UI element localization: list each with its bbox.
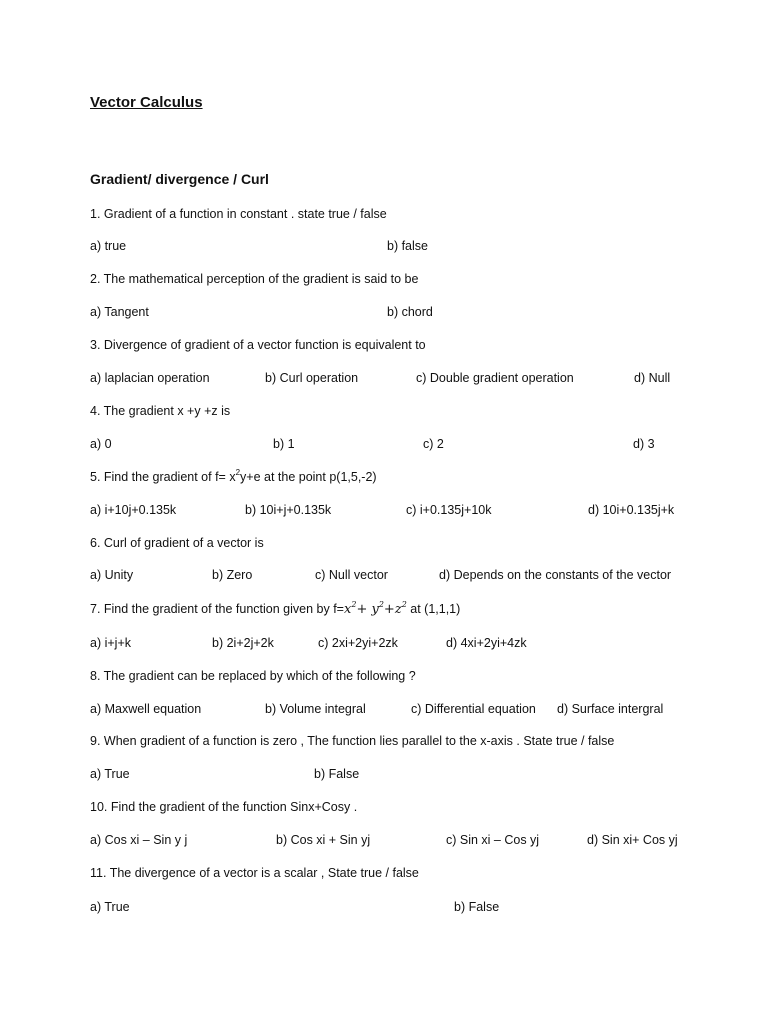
q2-option-a: a) Tangent (90, 305, 149, 319)
q7-option-a: a) i+j+k (90, 636, 131, 650)
q4-option-b: b) 1 (273, 437, 295, 451)
question-11: 11. The divergence of a vector is a scalar , State true / false (90, 866, 419, 880)
question-9: 9. When gradient of a function is zero , The function lies parallel to the x-axis . State true / false (90, 734, 615, 748)
q8-option-a: a) Maxwell equation (90, 702, 202, 716)
q3-option-c: c) Double gradient operation (416, 371, 574, 385)
q10-option-d: d) Sin xi+ Cos yj (587, 833, 678, 847)
q10-option-c: c) Sin xi – Cos yj (446, 833, 540, 847)
question-6: 6. Curl of gradient of a vector is (90, 536, 264, 550)
q3-option-a: a) laplacian operation (90, 371, 210, 385)
question-8: 8. The gradient can be replaced by which of the following ? (90, 669, 416, 683)
q8-option-d: d) Surface intergral (557, 702, 664, 716)
q1-option-b: b) false (387, 239, 428, 253)
q6-option-b: b) Zero (212, 568, 253, 582)
q5-option-b: b) 10i+j+0.135k (245, 503, 332, 517)
q5-option-c: c) i+0.135j+10k (406, 503, 492, 517)
q3-option-d: d) Null (634, 371, 671, 385)
q5-text-before: 5. Find the gradient of f= x (90, 470, 236, 484)
q11-option-b: b) False (454, 900, 500, 914)
q4-option-d: d) 3 (633, 437, 655, 451)
question-7 (90, 601, 460, 618)
question-1: 1. Gradient of a function in constant . state true / false (90, 207, 387, 221)
question-4: 4. The gradient x +y +z is (90, 404, 231, 418)
q7-option-b: b) 2i+2j+2k (212, 636, 274, 650)
q6-option-c: c) Null vector (315, 568, 388, 582)
q8-option-c: c) Differential equation (411, 702, 536, 716)
question-2: 2. The mathematical perception of the gradient is said to be (90, 272, 419, 286)
question-5 (90, 469, 377, 485)
q5-exponent: 2 (235, 468, 241, 477)
q5-option-a: a) i+10j+0.135k (90, 503, 177, 517)
q9-option-a: a) True (90, 767, 130, 781)
document-title: Vector Calculus (90, 94, 203, 111)
q9-option-b: b) False (314, 767, 360, 781)
q6-option-a: a) Unity (90, 568, 134, 582)
q7-option-c: c) 2xi+2yi+2zk (318, 636, 398, 650)
q10-option-a: a) Cos xi – Sin y j (90, 833, 188, 847)
q7-option-d: d) 4xi+2yi+4zk (446, 636, 527, 650)
q6-option-d: d) Depends on the constants of the vector (439, 568, 672, 582)
q11-option-a: a) True (90, 900, 130, 914)
q4-option-a: a) 0 (90, 437, 112, 451)
q8-option-b: b) Volume integral (265, 702, 366, 716)
q7-text-after: at (1,1,1) (406, 602, 461, 616)
q1-option-a: a) true (90, 239, 127, 253)
section-heading: Gradient/ divergence / Curl (90, 171, 269, 187)
q10-option-b: b) Cos xi + Sin yj (276, 833, 371, 847)
q4-option-c: c) 2 (423, 437, 444, 451)
question-3: 3. Divergence of gradient of a vector function is equivalent to (90, 338, 426, 352)
q7-formula: $x^2+ y^2+z^2$ (344, 600, 407, 617)
q5-option-d: d) 10i+0.135j+k (588, 503, 675, 517)
q2-option-b: b) chord (387, 305, 433, 319)
q7-text-before: 7. Find the gradient of the function given by f= (90, 602, 344, 616)
question-10: 10. Find the gradient of the function Sinx+Cosy . (90, 800, 358, 814)
q3-option-b: b) Curl operation (265, 371, 359, 385)
q5-text-after: y+e at the point p(1,5,-2) (240, 470, 377, 484)
